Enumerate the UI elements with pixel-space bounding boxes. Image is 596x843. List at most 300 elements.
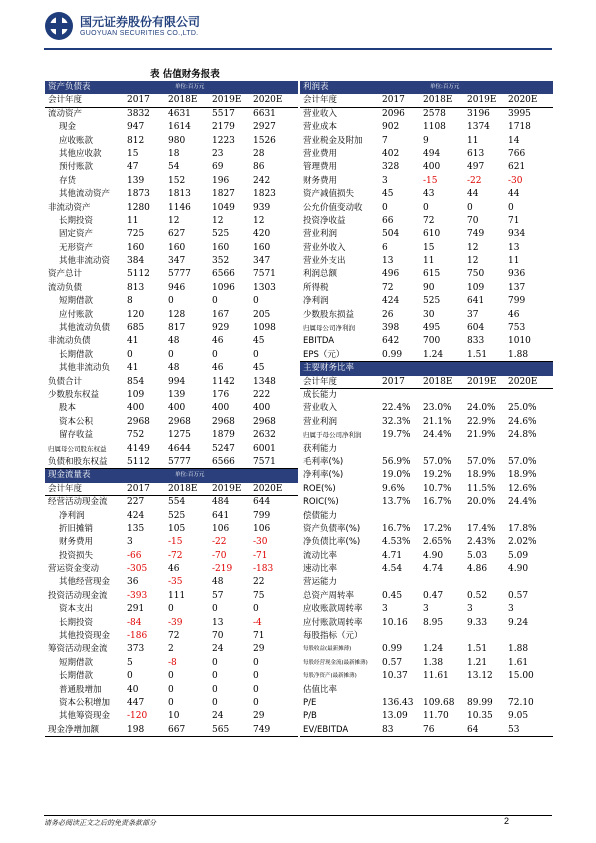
row-label: 财务费用 [59,537,94,548]
cell-value: 495 [423,323,441,334]
cell-value: -120 [127,711,148,722]
cell-value: 0 [253,657,259,668]
cell-value: 0 [168,697,174,708]
cell-value: 9.05 [508,711,529,722]
cell-value: 19.7% [382,430,411,441]
cell-value: 32.3% [382,416,411,427]
cell-value: -30 [508,175,523,186]
cell-value: 24.6% [508,416,537,427]
cell-value: 22.4% [382,403,411,414]
row-label: 净利润 [59,510,85,521]
cell-value: 0.57 [382,657,403,668]
cell-value: 554 [168,497,186,508]
cell-value: 1303 [253,282,276,293]
cell-value: 0.45 [382,590,403,601]
cell-value: 24.4% [508,497,537,508]
cell-value: 160 [168,242,186,253]
cell-value: 16.7% [423,497,452,508]
cell-value: 11 [508,256,520,267]
header-divider [44,48,552,50]
cell-value: 139 [127,175,145,186]
row-label: 现金 [59,122,77,133]
table-row [45,443,298,456]
cell-value: 400 [423,162,441,173]
cell-value: -393 [127,590,148,601]
cell-value: 47 [127,162,139,173]
row-label: 长期投资 [59,215,94,226]
table-row [300,643,553,656]
row-label: 利润总额 [303,269,338,280]
table-row [300,228,553,241]
row-label: 其他经营现金 [59,577,111,588]
table-row [300,402,553,415]
table-row [300,657,553,670]
cell-value: 615 [423,269,441,280]
cell-value: 384 [127,256,145,267]
cell-value: 11.5% [467,483,496,494]
cell-value: 43 [423,189,435,200]
cell-value: 75 [253,590,265,601]
row-label: 营业收入 [303,403,338,414]
cell-value: 1.88 [508,349,529,360]
row-label: 营业外收入 [303,242,346,253]
table-row [45,590,298,603]
cell-value: 4631 [168,108,191,119]
row-label: 现金净增加额 [48,724,100,735]
cell-value: 57.0% [423,456,452,467]
table-row [300,255,553,268]
cell-value: 0 [212,349,218,360]
cell-value: 420 [253,229,271,240]
cell-value: 136.43 [382,697,414,708]
table-row [45,389,298,402]
cell-value: 565 [212,724,230,735]
cell-value: 20.0% [467,497,496,508]
cell-value: 120 [127,309,145,320]
cell-value: 22.9% [467,416,496,427]
cell-value: 45 [253,336,265,347]
row-label: 每股经营现金流(最新摊薄) [303,659,368,666]
row-label: 筹资活动现金流 [48,644,108,655]
table-row [300,148,553,161]
cell-value: 12 [168,215,180,226]
cell-value: -70 [212,550,227,561]
cell-value: 25.0% [508,403,537,414]
cell-value: 525 [212,229,230,240]
cell-value: -15 [423,175,438,186]
company-name-en: GUOYUAN SECURITIES CO.,LTD. [80,30,199,37]
cell-value: 4.86 [467,564,488,575]
cell-value: 2968 [127,416,150,427]
row-label: 留存收益 [59,430,94,441]
table-row [45,402,298,415]
cell-value: 667 [168,724,186,735]
row-label: 会计年度 [303,376,338,387]
cell-value: 2096 [382,108,405,119]
cell-value: 41 [127,363,139,374]
row-label: 非流动负债 [48,336,91,347]
section-unit: 单位:百万元 [175,472,205,479]
company-name-cn: 国元证券股份有限公司 [80,15,201,29]
table-row [300,135,553,148]
section-title: 现金流量表 [48,470,91,481]
cell-value: 1879 [212,430,235,441]
cell-value: 1.61 [508,657,529,668]
cell-value: 26 [382,309,394,320]
cell-value: 23 [212,148,224,159]
cell-value: 328 [382,162,400,173]
cell-value: 9.33 [467,617,488,628]
table-row [300,349,553,362]
cell-value: 799 [508,296,526,307]
table-row [45,670,298,683]
cell-value: 109 [467,282,485,293]
table-row [45,188,298,201]
table-row [45,121,298,134]
row-label: 会计年度 [303,95,338,106]
cell-value: 0 [253,604,259,615]
table-row [45,630,298,643]
cell-value: 0 [212,684,218,695]
cell-value: 54 [168,162,180,173]
row-label: 资本公积增加 [59,697,111,708]
cell-value: 750 [467,269,485,280]
row-label: ROIC(%) [303,497,339,508]
row-label: 资本公积 [59,416,94,427]
cell-value: 24.0% [467,403,496,414]
section-title: 资产负债表 [48,82,91,92]
section-unit: 单位:百万元 [175,84,205,90]
cell-value: 3 [508,604,514,615]
row-label: 所得税 [303,282,329,293]
cell-value: 0 [253,349,259,360]
table-row [45,349,298,362]
cell-value: 10 [168,711,180,722]
cell-value: 48 [212,577,224,588]
cell-value: 929 [212,323,230,334]
table-row [300,268,553,281]
cell-value: 497 [467,162,485,173]
cell-value: 72 [168,631,180,642]
row-label: 财务费用 [303,175,338,186]
cell-value: 242 [253,175,271,186]
cell-value: -219 [212,564,233,575]
row-label: EV/EBITDA [303,724,349,735]
table-row [300,483,553,496]
table-row [45,148,298,161]
table-row [45,496,298,509]
cell-value: 6 [382,242,388,253]
cell-value: 2.43% [467,537,496,548]
row-label: ROE(%) [303,483,336,494]
cell-value: 22 [253,577,265,588]
table-row [45,576,298,589]
cell-value: 484 [212,497,230,508]
row-label: 流动比率 [303,550,338,561]
table-row [300,603,553,616]
cell-value: 16.7% [382,523,411,534]
cell-value: 5247 [212,443,235,454]
cell-value: 41 [127,336,139,347]
row-label: 每股净资产(最新摊薄) [303,673,357,680]
cell-value: 0 [127,671,133,682]
cell-value: 400 [168,403,186,414]
cell-value: 946 [168,282,186,293]
cell-value: 0 [253,697,259,708]
cell-value: -4 [253,617,262,628]
table-row [300,469,553,482]
table-row [300,536,553,549]
cell-value: 352 [212,256,230,267]
cell-value: 424 [382,296,400,307]
cell-value: 0 [168,684,174,695]
row-label: 股本 [59,403,77,414]
row-label: 长期借款 [59,349,94,360]
year-header: 2019E [467,376,497,387]
cell-value: 980 [168,135,186,146]
table-row [300,456,553,469]
cell-value: 71 [253,631,265,642]
cell-value: 13 [382,256,394,267]
row-label: 折旧摊销 [59,523,94,534]
page-header [44,9,564,51]
row-label: 营业税金及附加 [303,135,363,146]
cell-value: 1827 [212,189,235,200]
cell-value: 21.1% [423,416,452,427]
section-header [45,81,298,94]
cell-value: 1.88 [508,644,529,655]
cell-value: 0 [212,604,218,615]
table-row [300,108,553,121]
cell-value: 17.8% [508,523,537,534]
row-label: 应付账款周转率 [303,617,363,628]
cell-value: 0.99 [382,644,403,655]
row-label: 归属母公司净利润 [303,324,355,333]
cell-value: 106 [212,523,230,534]
cell-value: 7571 [253,269,276,280]
cell-value: 0 [168,604,174,615]
cell-value: 70 [467,215,479,226]
table-row [45,255,298,268]
cell-value: 424 [127,510,145,521]
cell-value: -71 [253,550,268,561]
cell-value: 621 [508,162,526,173]
table-row [45,710,298,723]
cell-value: 0 [253,684,259,695]
row-label: 流动资产 [48,108,83,119]
table-row [300,684,553,697]
cell-value: 53 [508,724,520,735]
cell-value: 69 [212,162,224,173]
cell-value: 0 [467,202,473,213]
cell-value: 2 [168,644,174,655]
cell-value: 86 [253,162,265,173]
cell-value: 525 [168,510,186,521]
cell-value: 10.16 [382,617,408,628]
table-row [300,697,553,710]
table-header-row [45,94,298,107]
cell-value: 402 [382,148,400,159]
cell-value: 4.54 [382,564,403,575]
row-label: 会计年度 [48,95,83,106]
table-row [45,108,298,121]
row-label: 速动比率 [303,564,338,575]
cell-value: 725 [127,229,145,240]
table-row [45,161,298,174]
cell-value: 1718 [508,122,531,133]
table-row [45,215,298,228]
row-label: 归属于母公司净利润 [303,431,362,440]
section-title: 利润表 [303,82,329,92]
cell-value: 2632 [253,430,276,441]
cell-value: 10.37 [382,671,408,682]
cell-value: 72 [382,282,394,293]
cell-value: 24.4% [423,430,452,441]
row-label: 短期借款 [59,657,94,668]
cell-value: 0 [382,202,388,213]
table-row [45,376,298,389]
cell-value: 44 [467,189,479,200]
row-label: 存货 [59,175,77,186]
table-row [45,617,298,630]
year-header: 2019E [212,95,242,106]
row-label: 成长能力 [303,389,338,400]
row-label: 长期借款 [59,671,94,682]
cell-value: 496 [382,269,400,280]
cell-value: 400 [212,403,230,414]
cell-value: 13.12 [467,671,493,682]
cell-value: 137 [508,282,526,293]
footer-disclaimer: 请务必阅读正文之后的免责条款部分 [44,819,156,827]
table-row [45,202,298,215]
cell-value: 5112 [127,456,150,467]
cell-value: 525 [423,296,441,307]
cell-value: 2.65% [423,537,452,548]
cell-value: 1614 [168,122,191,133]
cell-value: 447 [127,697,145,708]
cell-value: 6566 [212,269,235,280]
cell-value: 2968 [212,416,235,427]
cell-value: 9 [423,135,429,146]
cell-value: 9.6% [382,483,405,494]
cell-value: 29 [253,644,265,655]
table-row [300,510,553,523]
row-label: 流动负债 [48,282,83,293]
table-row [45,657,298,670]
cell-value: 18.9% [508,470,537,481]
cell-value: 1223 [212,135,235,146]
cell-value: 1142 [212,376,235,387]
table-row [300,202,553,215]
cell-value: 109.68 [423,697,455,708]
table-row [300,416,553,429]
row-label: 经营活动现金流 [48,497,108,508]
cell-value: 1096 [212,282,235,293]
year-header: 2017 [127,483,150,494]
cell-value: 0 [508,202,514,213]
row-label: 营业收入 [303,108,338,119]
cell-value: 812 [127,135,145,146]
cell-value: 57 [212,590,224,601]
table-row [300,576,553,589]
cell-value: 0 [423,202,429,213]
row-label: 其他筹资现金 [59,711,111,722]
table-row [300,242,553,255]
footer-divider [44,815,552,816]
cell-value: 11 [423,256,435,267]
cell-value: 642 [382,336,400,347]
cell-value: 4.71 [382,550,403,561]
row-label: 获利能力 [303,443,338,454]
table-row [45,523,298,536]
table-row [300,309,553,322]
table-row [300,161,553,174]
cell-value: 4.53% [382,537,411,548]
cell-value: 347 [253,256,271,267]
section-unit: 单位:百万元 [430,84,460,90]
cell-value: 347 [168,256,186,267]
row-label: 资产负债率(%) [303,523,361,534]
table-row [45,536,298,549]
cell-value: 13.7% [382,497,411,508]
cell-value: 70 [212,631,224,642]
cell-value: -305 [127,564,148,575]
table-row [300,282,553,295]
cell-value: 1348 [253,376,276,387]
cell-value: 8 [127,296,133,307]
year-header: 2020E [253,95,283,106]
cell-value: 227 [127,497,145,508]
cell-value: 0 [212,671,218,682]
table-row [45,175,298,188]
row-label: P/E [303,697,317,708]
cell-value: 641 [467,296,485,307]
row-label: 净利率(%) [303,470,344,481]
cell-value: 18 [168,148,180,159]
cell-value: 45 [253,363,265,374]
cell-value: 2179 [212,122,235,133]
cell-value: 1.51 [467,349,488,360]
table-header-row [300,376,553,389]
table-row [300,335,553,348]
cell-value: 46 [212,363,224,374]
cell-value: -30 [253,537,268,548]
row-label: 营运能力 [303,577,338,588]
cell-value: 0 [253,296,259,307]
cell-value: 66 [382,215,394,226]
cell-value: 1.24 [423,349,444,360]
cell-value: 109 [127,389,145,400]
cell-value: 3995 [508,108,531,119]
cell-value: 71 [508,215,520,226]
cell-value: 139 [168,389,186,400]
cell-value: 1280 [127,202,150,213]
table-row [300,630,553,643]
row-label: 其他流动资产 [59,189,111,200]
table-row [45,335,298,348]
cell-value: 30 [423,309,435,320]
cell-value: 48 [168,363,180,374]
cell-value: 45 [382,189,394,200]
cell-value: 749 [467,229,485,240]
cell-value: 854 [127,376,145,387]
table-row [300,563,553,576]
cell-value: 0 [253,671,259,682]
cell-value: 11 [467,135,479,146]
cell-value: 19.0% [382,470,411,481]
cell-value: 3 [382,604,388,615]
row-label: 应付账款 [59,309,94,320]
